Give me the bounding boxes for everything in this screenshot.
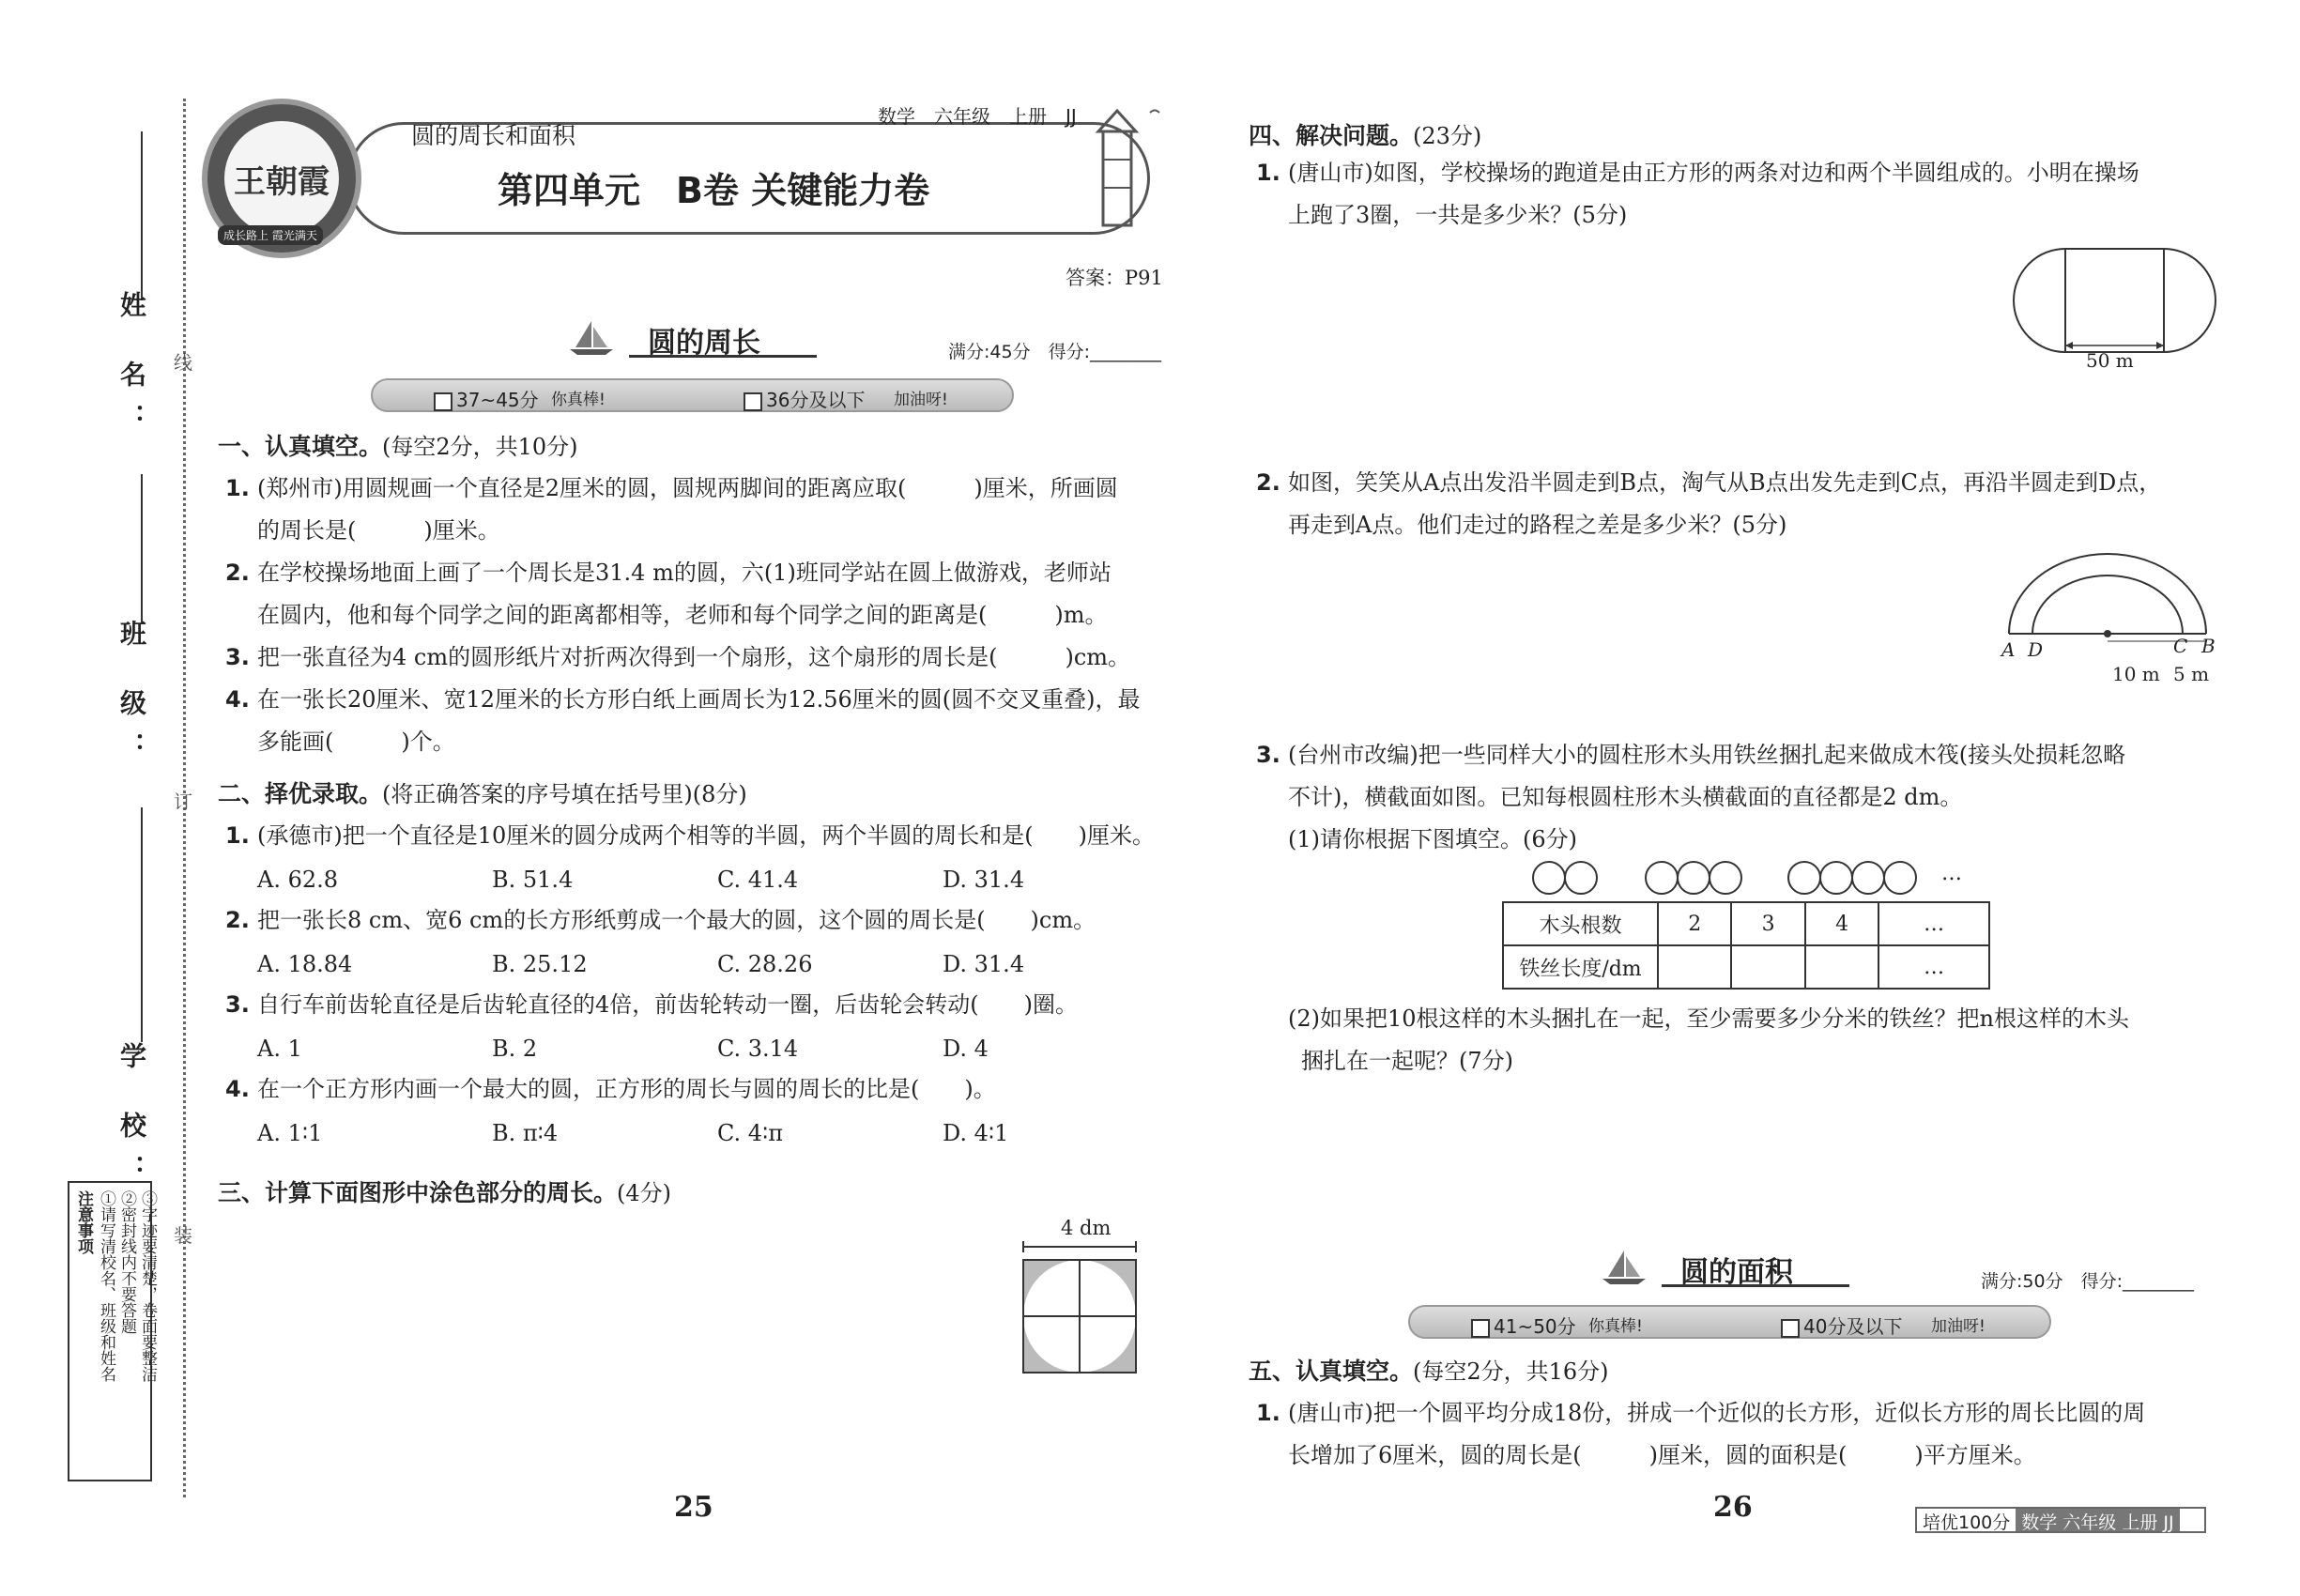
- label-d: D: [2028, 638, 2044, 661]
- sec3-title: 三、计算下面图形中涂色部分的周长。: [218, 1179, 618, 1206]
- sec1-note: (每空2分，共10分): [382, 434, 578, 460]
- sec4-title: 四、解决问题。: [1249, 122, 1414, 149]
- sec3-note: (4分): [617, 1180, 672, 1206]
- table-answer-cell[interactable]: [1731, 945, 1804, 989]
- question-2-1: [218, 815, 1194, 857]
- q-text: 在圆内，他和每个同学之间的距离都相等，老师和每个同学之间的距离是( )m。: [257, 602, 1108, 628]
- q-text: (郑州市)用圆规画一个直径是2厘米的圆，圆规两脚间的距离应取( )厘米，所画圆: [257, 475, 1118, 501]
- q-text: (承德市)把一个直径是10厘米的圆分成两个相等的半圆，两个半圆的周长和是( )厘米。: [257, 822, 1155, 849]
- checkbox-top-grade[interactable]: [434, 392, 452, 411]
- question-4-1: [1249, 152, 2225, 237]
- notice-item-2: ②密封线内不要答题: [117, 1190, 136, 1334]
- badge-low-note: 加油呀!: [1931, 1317, 1986, 1336]
- q-text: 再走到A点。他们走过的路程之差是多少米？(5分): [1288, 512, 1787, 538]
- page-number-right: 26: [1713, 1491, 1753, 1524]
- label-10m: 10 m: [2112, 663, 2160, 685]
- question-4-3-part2: [1288, 998, 2227, 1082]
- option-d[interactable]: D. 31.4: [943, 951, 1025, 977]
- table-row: [1503, 902, 1989, 945]
- lighthouse-icon: [1080, 103, 1173, 235]
- table-row: [1503, 945, 1989, 989]
- q-text: 自行车前齿轮直径是后齿轮直径的4倍，前齿轮转动一圈，后齿轮会转动( )圈。: [257, 991, 1078, 1018]
- checkbox-low-grade[interactable]: [744, 392, 762, 411]
- sec2-heading: [218, 773, 747, 816]
- question-2-2: [218, 899, 1194, 942]
- table-answer-cell[interactable]: [1805, 945, 1878, 989]
- question-2-4: [218, 1068, 1194, 1111]
- option-c[interactable]: C. 3.14: [717, 1036, 799, 1062]
- q-text: 上跑了3圈，一共是多少米？(5分): [1288, 202, 1628, 228]
- sec5-title: 五、认真填空。: [1249, 1358, 1414, 1385]
- q-num: 2.: [225, 907, 250, 933]
- badge-high-range: 37~45分: [456, 389, 539, 411]
- school-label: 学 校：: [116, 1042, 147, 1198]
- q-num: 4.: [225, 1076, 250, 1102]
- header-topic: 圆的周长和面积: [411, 122, 576, 149]
- section-title-circumference: 圆的周长: [648, 327, 760, 360]
- q-num: 1.: [225, 822, 250, 849]
- score-info-1: 满分:45分 得分:________: [948, 342, 1161, 362]
- option-a[interactable]: A. 62.8: [257, 867, 339, 893]
- q-num: 4.: [225, 686, 250, 713]
- track-label: 50 m: [2086, 349, 2134, 372]
- answer-reference: 答案：P91: [1066, 267, 1163, 289]
- footer-tag-a: 培优100分: [1923, 1512, 2011, 1533]
- badge-low-note: 加油呀!: [894, 391, 948, 409]
- table-answer-cell[interactable]: [1658, 945, 1731, 989]
- cut-mark-3: 装: [174, 1224, 192, 1247]
- wire-length-table: [1502, 901, 1990, 990]
- option-b[interactable]: B. 2: [492, 1036, 538, 1062]
- question-5-1: [1249, 1392, 2225, 1477]
- table-cell: 2: [1658, 902, 1731, 945]
- sec5-heading: [1249, 1350, 1609, 1393]
- q-text: 的周长是( )厘米。: [257, 517, 500, 544]
- badge-low-range: 36分及以下: [766, 389, 866, 411]
- option-b[interactable]: B. 51.4: [492, 867, 574, 893]
- q-num: 3.: [225, 644, 250, 670]
- fig-label-4dm: 4 dm: [1061, 1217, 1112, 1239]
- notice-title: 注意事项: [74, 1190, 93, 1254]
- q-text: 长增加了6厘米，圆的周长是( )厘米，圆的面积是( )平方厘米。: [1288, 1442, 2036, 1468]
- page-title: 第四单元 B卷 关键能力卷: [498, 170, 930, 211]
- title-underline: [629, 355, 817, 358]
- q-text: 不计)，横截面如图。已知每根圆柱形木头横截面的直径都是2 dm。: [1288, 784, 1963, 810]
- q-num: 2.: [1256, 469, 1280, 496]
- logo-motto: 成长路上 霞光满天: [218, 225, 323, 245]
- question-1-4: [218, 679, 1194, 763]
- page-number-left: 25: [674, 1491, 713, 1524]
- header-meta: 数学 六年级 上册 JJ: [878, 105, 1077, 128]
- grade-badge-bar-1: [371, 378, 1014, 412]
- label-c: C: [2173, 635, 2188, 657]
- q-num: 1.: [1256, 160, 1280, 186]
- q-text: 在学校操场地面上画了一个周长是31.4 m的圆，六(1)班同学站在圆上做游戏，老师站: [257, 560, 1112, 586]
- q-num: 2.: [225, 560, 250, 586]
- q-text: (台州市改编)把一些同样大小的圆柱形木头用铁丝捆扎起来做成木筏(接头处损耗忽略: [1288, 742, 2126, 768]
- sec5-note: (每空2分，共16分): [1413, 1358, 1609, 1385]
- label-b: B: [2201, 635, 2216, 657]
- class-field-line: [141, 474, 143, 624]
- section-title-area: 圆的面积: [1680, 1256, 1793, 1289]
- option-d[interactable]: D. 4∶1: [943, 1120, 1009, 1146]
- score-info-2: 满分:50分 得分:________: [1981, 1271, 2194, 1292]
- name-field-line: [141, 131, 143, 300]
- footer-tag-b: 数学 六年级 上册 JJ: [2016, 1509, 2179, 1531]
- option-b[interactable]: B. π∶4: [492, 1120, 559, 1146]
- sec4-note: (23分): [1413, 123, 1482, 149]
- option-c[interactable]: C. 28.26: [717, 951, 813, 977]
- option-b[interactable]: B. 25.12: [492, 951, 588, 977]
- notice-item-3: ③字迹要清楚，卷面要整洁: [138, 1190, 157, 1382]
- option-a[interactable]: A. 18.84: [257, 951, 353, 977]
- badge-high-note: 你真棒!: [1588, 1317, 1643, 1336]
- cut-mark-1: 线: [174, 351, 192, 374]
- notice-item-1: ①请写清校名、班级和姓名: [97, 1190, 115, 1382]
- q-text: 把一张直径为4 cm的圆形纸片对折两次得到一个扇形，这个扇形的周长是( )cm。: [257, 644, 1131, 670]
- option-c[interactable]: C. 41.4: [717, 867, 799, 893]
- option-c[interactable]: C. 4∶π: [717, 1120, 784, 1146]
- q-text: 在一张长20厘米、宽12厘米的长方形白纸上画周长为12.56厘米的圆(圆不交叉重叠)，最: [257, 686, 1141, 713]
- q-num: 1.: [225, 475, 250, 501]
- sec3-heading: [218, 1172, 671, 1215]
- q-text: (唐山市)把一个圆平均分成18份，拼成一个近似的长方形，近似长方形的周长比圆的周: [1288, 1400, 2146, 1426]
- logo-text: 王朝霞: [224, 121, 339, 236]
- q-text: 在一个正方形内画一个最大的圆，正方形的周长与圆的周长的比是( )。: [257, 1076, 996, 1102]
- table-cell: …: [1878, 902, 1989, 945]
- option-d[interactable]: D. 4: [943, 1036, 989, 1062]
- table-cell: 铁丝长度/dm: [1503, 945, 1658, 989]
- label-a: A: [2001, 638, 2016, 661]
- school-field-line: [141, 807, 143, 1042]
- badge-high-range: 41~50分: [1494, 1315, 1576, 1338]
- option-a[interactable]: A. 1: [257, 1036, 302, 1062]
- checkbox-top-grade[interactable]: [1471, 1319, 1490, 1338]
- badge-low-range: 40分及以下: [1803, 1315, 1903, 1338]
- q-num: 3.: [1256, 742, 1280, 768]
- notice-box: [68, 1181, 157, 1481]
- sailboat-icon: [1601, 1249, 1648, 1286]
- sec1-heading: [218, 425, 578, 468]
- title-underline: [1662, 1284, 1849, 1287]
- label-5m: 5 m: [2173, 663, 2210, 685]
- option-d[interactable]: D. 31.4: [943, 867, 1025, 893]
- table-cell: …: [1878, 945, 1989, 989]
- raft-ellipsis: …: [1941, 862, 1962, 885]
- table-cell: 木头根数: [1503, 902, 1658, 945]
- pinwheel-figure: [1019, 1239, 1141, 1380]
- log-raft-figure: [1530, 859, 1924, 897]
- q-text: (唐山市)如图，学校操场的跑道是由正方形的两条对边和两个半圆组成的。小明在操场: [1288, 160, 2139, 186]
- question-1-2: [218, 552, 1194, 637]
- q-text: 多能画( )个。: [257, 729, 455, 755]
- table-cell: 3: [1731, 902, 1804, 945]
- question-4-3: [1249, 734, 2225, 861]
- checkbox-low-grade[interactable]: [1781, 1319, 1800, 1338]
- sec1-title: 一、认真填空。: [218, 433, 383, 460]
- semicircle-figure: [2000, 545, 2216, 648]
- cut-mark-2: 订: [174, 790, 192, 813]
- footer-tag: [1915, 1507, 2206, 1533]
- grade-badge-bar-2: [1408, 1305, 2051, 1339]
- q-text: 捆扎在一起呢？(7分): [1301, 1048, 1513, 1074]
- question-1-1: [218, 468, 1194, 552]
- sailboat-icon: [568, 319, 615, 357]
- question-1-3: [218, 637, 1194, 679]
- sec2-note: (将正确答案的序号填在括号里)(8分): [382, 781, 747, 807]
- table-cell: 4: [1805, 902, 1878, 945]
- q-text: 如图，笑笑从A点出发沿半圆走到B点，淘气从B点出发先走到C点，再沿半圆走到D点，: [1288, 469, 2162, 496]
- q-num: 3.: [225, 991, 250, 1018]
- option-a[interactable]: A. 1∶1: [257, 1120, 323, 1146]
- q-num: 1.: [1256, 1400, 1280, 1426]
- q-text: 把一张长8 cm、宽6 cm的长方形纸剪成一个最大的圆，这个圆的周长是( )cm。: [257, 907, 1096, 933]
- question-2-3: [218, 984, 1194, 1026]
- question-4-2: [1249, 462, 2225, 546]
- q-text: (2)如果把10根这样的木头捆扎在一起，至少需要多少分米的铁丝？把n根这样的木头: [1288, 1005, 2129, 1032]
- badge-high-note: 你真棒!: [551, 391, 606, 409]
- q-subtext: (1)请你根据下图填空。(6分): [1288, 826, 1577, 852]
- name-label: 姓 名：: [116, 291, 147, 447]
- class-label: 班 级：: [116, 620, 147, 775]
- sec2-title: 二、择优录取。: [218, 780, 383, 807]
